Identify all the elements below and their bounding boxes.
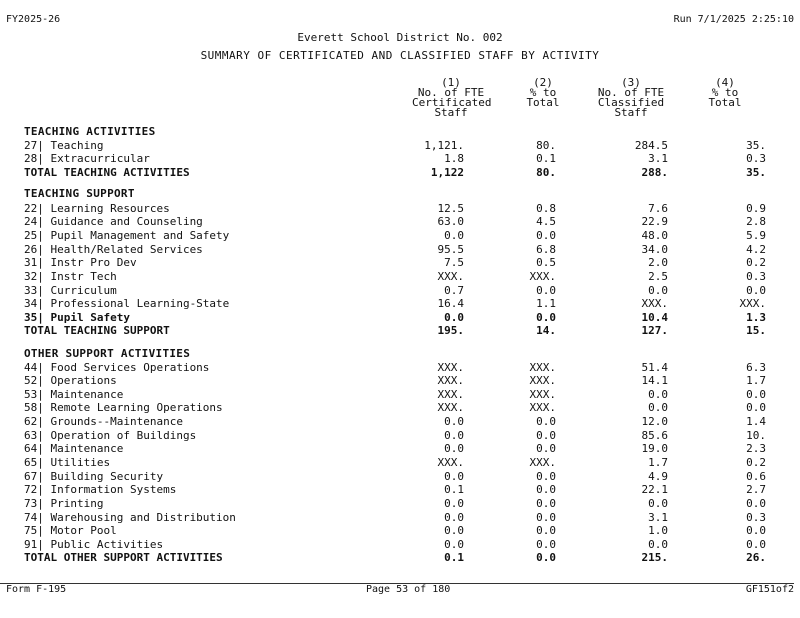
- table-row: 64| Maintenance 0.0 0.0 19.0 2.3: [24, 442, 766, 455]
- form-id: Form F-195: [6, 584, 67, 595]
- table-row-total: TOTAL OTHER SUPPORT ACTIVITIES 0.1 0.0 215. 26.: [24, 551, 766, 564]
- column-header-3: (3) No. of FTE Classified Staff: [597, 76, 665, 119]
- table-row: 58| Remote Learning Operations XXX. XXX. 0.0 0.0: [24, 401, 766, 414]
- table-row: 63| Operation of Buildings 0.0 0.0 85.6 10.: [24, 429, 766, 442]
- page-number: Page 53 of 180: [366, 584, 451, 595]
- table-row: 72| Information Systems 0.1 0.0 22.1 2.7: [24, 483, 766, 496]
- report-code: GF151of2: [745, 584, 794, 595]
- fiscal-year: FY2025-26: [6, 14, 61, 25]
- table-row: 75| Motor Pool 0.0 0.0 1.0 0.0: [24, 524, 766, 537]
- section-title-teaching-support: TEACHING SUPPORT: [24, 187, 135, 200]
- table-row: 62| Grounds--Maintenance 0.0 0.0 12.0 1.4: [24, 415, 766, 428]
- section-title-other-support: OTHER SUPPORT ACTIVITIES: [24, 347, 191, 360]
- district-title: Everett School District No. 002: [297, 31, 503, 44]
- table-row: 35| Pupil Safety 0.0 0.0 10.4 1.3: [24, 311, 766, 324]
- table-row: 34| Professional Learning-State 16.4 1.1 XXX. XXX.: [24, 297, 766, 310]
- table-row: 25| Pupil Management and Safety 0.0 0.0 48.0 5.9: [24, 229, 766, 242]
- table-row: 31| Instr Pro Dev 7.5 0.5 2.0 0.2: [24, 256, 766, 269]
- table-row: 33| Curriculum 0.7 0.0 0.0 0.0: [24, 284, 766, 297]
- table-row: 74| Warehousing and Distribution 0.0 0.0 3.1 0.3: [24, 511, 766, 524]
- table-row: 28| Extracurricular 1.8 0.1 3.1 0.3: [24, 152, 766, 165]
- table-row: 32| Instr Tech XXX. XXX. 2.5 0.3: [24, 270, 766, 283]
- column-header-2: (2) % to Total: [526, 76, 560, 109]
- column-header-4: (4) % to Total: [708, 76, 742, 109]
- table-row-total: TOTAL TEACHING SUPPORT 195. 14. 127. 15.: [24, 324, 766, 337]
- report-title: SUMMARY OF CERTIFICATED AND CLASSIFIED STAFF BY ACTIVITY: [200, 49, 600, 62]
- table-row: 44| Food Services Operations XXX. XXX. 51.4 6.3: [24, 361, 766, 374]
- table-row: 27| Teaching 1,121. 80. 284.5 35.: [24, 139, 766, 152]
- table-row: 26| Health/Related Services 95.5 6.8 34.0 4.2: [24, 243, 766, 256]
- table-row: 65| Utilities XXX. XXX. 1.7 0.2: [24, 456, 766, 469]
- section-title-teaching-activities: TEACHING ACTIVITIES: [24, 125, 156, 138]
- run-stamp: Run 7/1/2025 2:25:10: [673, 14, 794, 25]
- table-row-total: TOTAL TEACHING ACTIVITIES 1,122 80. 288. 35.: [24, 166, 766, 179]
- table-row: 52| Operations XXX. XXX. 14.1 1.7: [24, 374, 766, 387]
- table-row: 22| Learning Resources 12.5 0.8 7.6 0.9: [24, 202, 766, 215]
- table-row: 24| Guidance and Counseling 63.0 4.5 22.9 2.8: [24, 215, 766, 228]
- table-row: 73| Printing 0.0 0.0 0.0 0.0: [24, 497, 766, 510]
- table-row: 91| Public Activities 0.0 0.0 0.0 0.0: [24, 538, 766, 551]
- column-header-1: (1) No. of FTE Certificated Staff: [412, 76, 492, 119]
- table-row: 67| Building Security 0.0 0.0 4.9 0.6: [24, 470, 766, 483]
- table-row: 53| Maintenance XXX. XXX. 0.0 0.0: [24, 388, 766, 401]
